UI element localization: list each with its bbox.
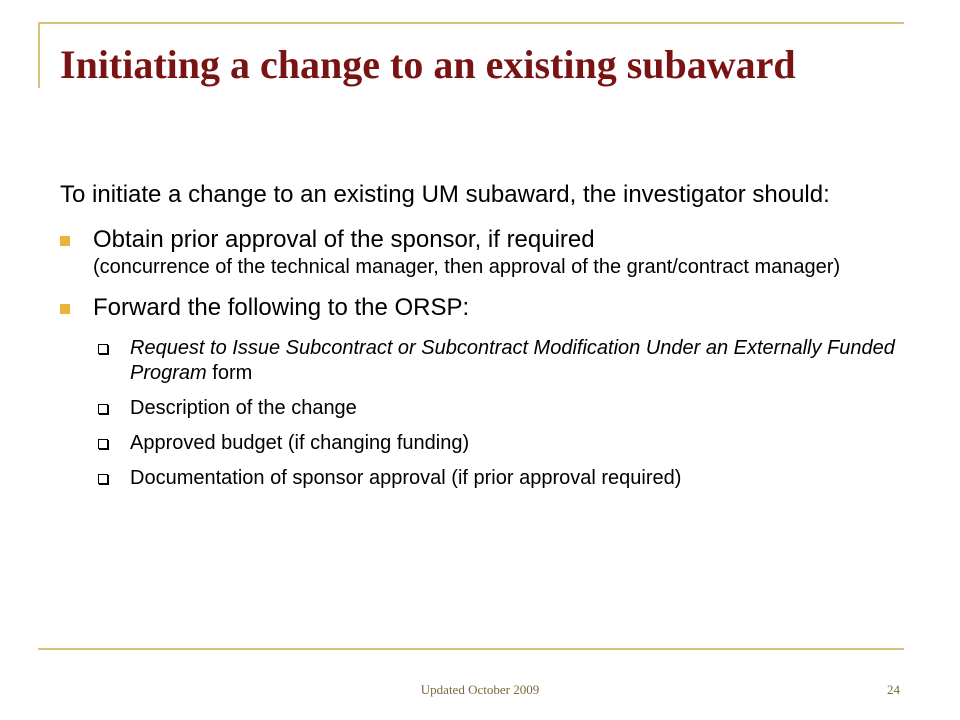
bullet-item-forward	[60, 294, 910, 322]
slide-content	[60, 180, 910, 491]
sub-bullet-item	[60, 431, 910, 456]
square-bullet-icon	[60, 304, 70, 314]
checkbox-bullet-icon	[98, 404, 108, 414]
sub-bullet-text: Description of the change	[130, 397, 357, 419]
checkbox-bullet-icon	[98, 439, 108, 449]
sub-bullet-list	[60, 336, 910, 491]
intro-paragraph: To initiate a change to an existing UM subaward, the investigator should:	[60, 181, 830, 208]
sub-bullet-text: Documentation of sponsor approval (if prior approval required)	[130, 467, 682, 489]
sub-bullet-item	[60, 336, 910, 386]
frame-top-line	[38, 22, 904, 24]
bullet-item-approval	[60, 226, 910, 280]
bullet-sub-text: (concurrence of the technical manager, then approval of the grant/contract manager)	[93, 256, 841, 278]
page-number: 24	[887, 682, 900, 697]
checkbox-bullet-icon	[98, 344, 108, 354]
form-name-italic: Request to Issue Subcontract or Subcontract Modification Under an Externally Funded Program	[130, 337, 895, 384]
sub-bullet-item	[60, 396, 910, 421]
sub-bullet-text: form	[206, 362, 253, 384]
footer-updated: Updated October 2009	[420, 682, 540, 697]
sub-bullet-item	[60, 466, 910, 491]
bullet-main-text: Obtain prior approval of the sponsor, if required	[93, 226, 595, 253]
slide-title: Initiating a change to an existing subaward	[60, 42, 796, 87]
square-bullet-icon	[60, 236, 70, 246]
sub-bullet-text: Approved budget (if changing funding)	[130, 432, 470, 454]
frame-bottom-line	[38, 648, 904, 650]
checkbox-bullet-icon	[98, 474, 108, 484]
bullet-main-text: Forward the following to the ORSP:	[93, 294, 470, 321]
frame-left-line	[38, 22, 40, 88]
